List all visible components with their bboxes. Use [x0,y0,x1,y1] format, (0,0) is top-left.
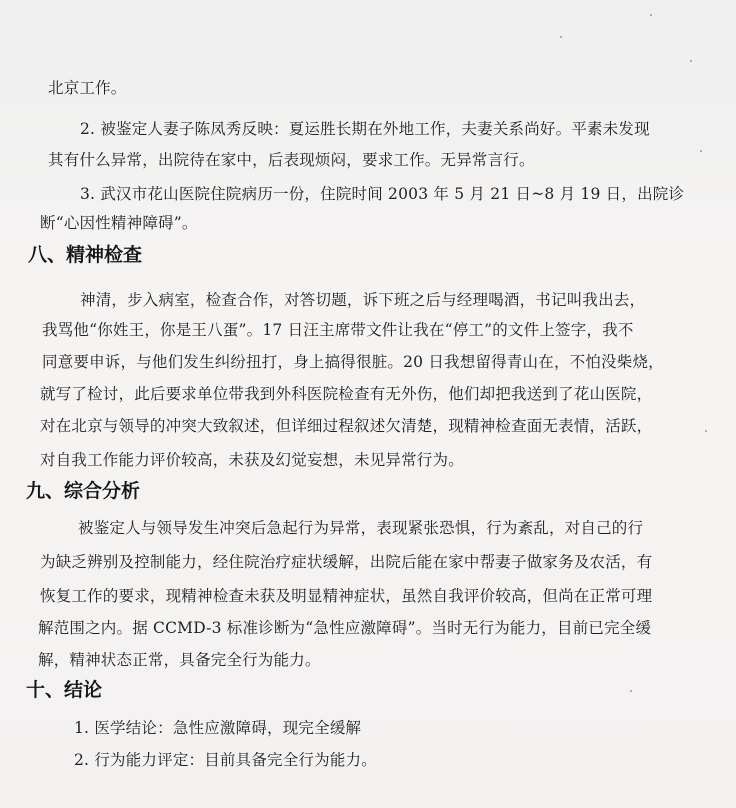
text-line: 恢复工作的要求，现精神检查未获及明显精神症状，虽然自我评价较高，但尚在正常可理 [40,587,653,605]
section-heading-10: 十、结论 [26,679,103,701]
section-heading-9: 九、综合分析 [26,480,141,502]
text-line: 北京工作。 [48,79,127,97]
text-line: 就写了检讨，此后要求单位带我到外科医院检查有无外伤，他们却把我送到了花山医院， [40,385,653,403]
list-item: 2. 行为能力评定：目前具备完全行为能力。 [74,751,377,769]
text-line: 神清，步入病室，检查合作，对答切题，诉下班之后与经理喝酒，书记叫我出去， [80,291,646,309]
text-line: 对自我工作能力评价较高，未获及幻觉妄想，未见异常行为。 [40,451,464,469]
section-heading-8: 八、精神检查 [28,244,143,266]
text-line: 被鉴定人与领导发生冲突后急起行为异常，表现紧张恐惧，行为紊乱，对自己的行 [78,519,644,537]
text-line: 我骂他“你姓王，你是王八蛋”。17 日汪主席带文件让我在“停工”的文件上签字，我不 [42,321,634,339]
text-line: 为缺乏辨别及控制能力，经住院治疗症状缓解，出院后能在家中帮妻子做家务及农活，有 [40,553,653,571]
text-line: 解范围之内。据 CCMD-3 标准诊断为“急性应激障碍”。当时无行为能力，目前已完全缓 [38,619,652,637]
text-line: 解，精神状态正常，具备完全行为能力。 [38,651,321,669]
text-line: 同意要申诉，与他们发生纠纷扭打，身上搞得很脏。20 日我想留得青山在，不怕没柴烧， [42,353,664,371]
text-line: 2. 被鉴定人妻子陈凤秀反映：夏运胜长期在外地工作，夫妻关系尚好。平素未发现 [80,120,650,138]
text-line: 对在北京与领导的冲突大致叙述，但详细过程叙述欠清楚，现精神检查面无表情，活跃， [40,417,653,435]
list-item: 1. 医学结论：急性应激障碍，现完全缓解 [74,719,362,737]
text-line: 断“心因性精神障碍”。 [40,214,198,232]
text-line: 其有什么异常，出院待在家中，后表现烦闷，要求工作。无异常言行。 [48,151,535,169]
text-line: 3. 武汉市花山医院住院病历一份，住院时间 2003 年 5 月 21 日~8 月 19 日，出院诊 [80,185,685,203]
